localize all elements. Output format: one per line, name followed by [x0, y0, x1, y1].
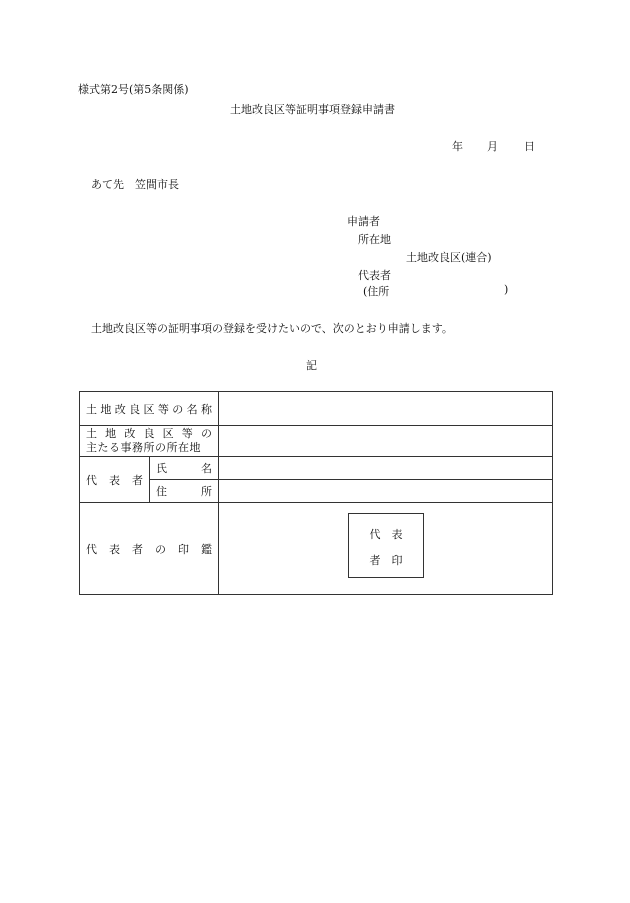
rep-address-label	[150, 480, 219, 503]
office-location-label-char: 改	[124, 427, 136, 440]
office-location-label-char: 土	[86, 427, 97, 440]
seal-box	[348, 513, 424, 578]
table-row	[80, 457, 553, 480]
org-name-label-char: 改	[114, 402, 126, 416]
table-row	[80, 480, 553, 503]
seal-row-label-char: 鑑	[201, 542, 212, 556]
office-location-label-line2: 主たる事務所の所在地	[86, 441, 201, 454]
org-name-label-char: 良	[129, 402, 141, 416]
seal-text-line1: 代 表	[369, 528, 403, 541]
office-location-label-char: 良	[143, 427, 155, 440]
office-location-field[interactable]	[219, 426, 553, 457]
date-year: 年	[452, 140, 463, 153]
applicant-rep-label: 代表者	[358, 269, 391, 282]
note-heading: 記	[306, 359, 317, 372]
seal-row-label-char: 印	[178, 542, 189, 556]
form-number: 様式第2号(第5条関係)	[78, 83, 189, 96]
org-name-label-char: 区	[143, 402, 155, 416]
seal-text-line2: 者 印	[369, 554, 403, 567]
org-name-label-char: 土	[86, 402, 97, 416]
rep-address-field[interactable]	[219, 480, 553, 503]
office-location-label-char: の	[200, 427, 212, 440]
seal-row-label-char: の	[155, 542, 166, 556]
org-name-label-char: 等	[157, 402, 169, 416]
representative-label	[80, 457, 150, 503]
seal-row-label-char: 者	[132, 542, 143, 556]
org-name-label-char: 地	[100, 402, 112, 416]
seal-row-label-char: 代	[86, 542, 97, 556]
rep-name-label	[150, 457, 219, 480]
office-location-label-char: 区	[162, 427, 174, 440]
org-name-label-char: 名	[186, 402, 198, 416]
rep-name-label-char: 氏	[156, 462, 167, 475]
seal-row-label	[80, 503, 219, 595]
date-month: 月	[487, 140, 498, 153]
applicant-address-close: )	[504, 283, 509, 296]
addressee: あて先 笠間市長	[91, 178, 179, 191]
date-day: 日	[524, 140, 535, 153]
org-name-label	[80, 392, 219, 426]
rep-address-label-char: 所	[201, 485, 212, 498]
applicant-location-label: 所在地	[358, 233, 391, 246]
applicant-address-open: (住所	[363, 285, 390, 298]
table-row	[80, 503, 553, 595]
rep-name-label-char: 名	[201, 462, 212, 475]
office-location-label-char: 等	[181, 427, 193, 440]
table-row	[80, 426, 553, 457]
body-text: 土地改良区等の証明事項の登録を受けたいので、次のとおり申請します。	[91, 322, 453, 335]
applicant-org-name: 土地改良区(連合)	[406, 251, 492, 264]
office-location-label-char: 地	[105, 427, 117, 440]
applicant-heading: 申請者	[347, 215, 380, 228]
representative-label-char: 表	[109, 473, 120, 487]
org-name-label-char: の	[172, 402, 184, 416]
rep-address-label-char: 住	[156, 485, 167, 498]
representative-label-char: 代	[86, 473, 97, 487]
representative-label-char: 者	[132, 473, 143, 487]
office-location-label	[80, 426, 219, 457]
rep-name-field[interactable]	[219, 457, 553, 480]
registration-table	[79, 391, 553, 595]
org-name-label-char: 称	[201, 402, 212, 416]
seal-row-label-char: 表	[109, 542, 120, 556]
org-name-field[interactable]	[219, 392, 553, 426]
form-title: 土地改良区等証明事項登録申請書	[230, 103, 395, 116]
table-row	[80, 392, 553, 426]
